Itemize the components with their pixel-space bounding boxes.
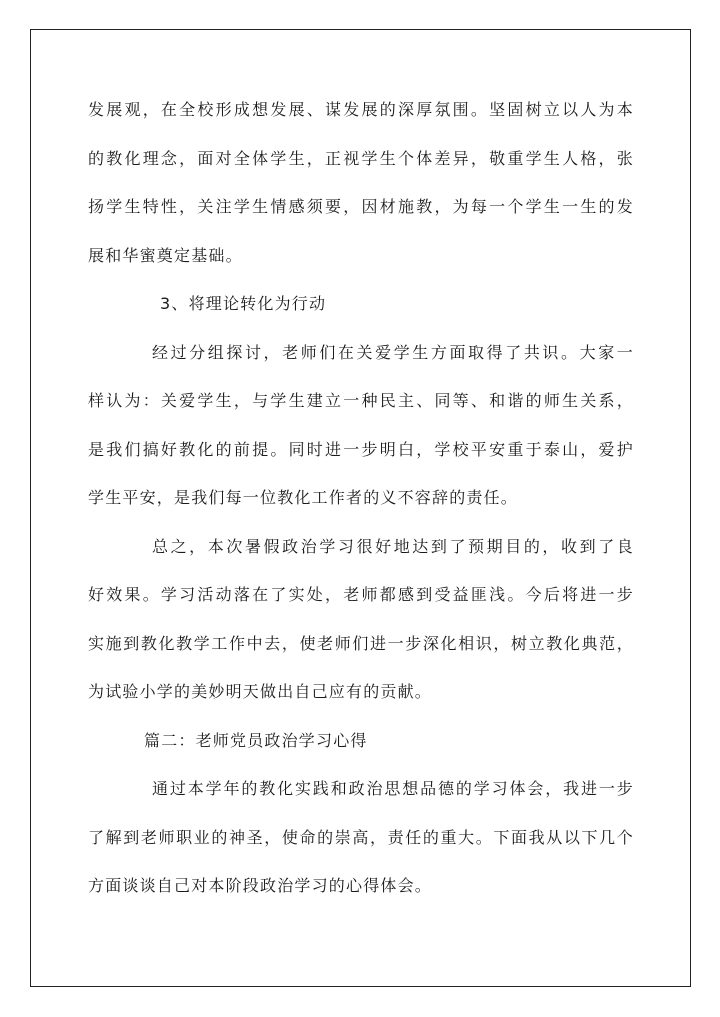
text-line: 样认为：关爱学生，与学生建立一种民主、同等、和谐的师生关系， [88, 391, 634, 410]
text-line: 学生平安，是我们每一位教化工作者的义不容辞的责任。 [88, 488, 519, 507]
text-line: 好效果。学习活动落在了实处，老师都感到受益匪浅。今后将进一步 [88, 585, 634, 604]
text-line: 为试验小学的美妙明天做出自己应有的贡献。 [88, 682, 433, 701]
text-line: 实施到教化教学工作中去，使老师们进一步深化相识，树立教化典范， [88, 633, 634, 653]
article-heading: 篇二：老师党员政治学习心得 [144, 730, 368, 750]
text-line: 展和华蜜奠定基础。 [88, 245, 243, 265]
paragraph-first-line: 通过本学年的教化实践和政治思想品德的学习体会，我进一步 [152, 779, 634, 798]
section-heading: 3、将理论转化为行动 [160, 294, 327, 313]
paragraph-first-line: 总之，本次暑假政治学习很好地达到了预期目的，收到了良 [152, 536, 634, 556]
text-line: 扬学生特性，关注学生情感须要，因材施教，为每一个学生一生的发 [88, 197, 634, 216]
text-line: 了解到老师职业的神圣，使命的崇高，责任的重大。下面我从以下几个 [88, 827, 634, 847]
text-line: 发展观，在全校形成想发展、谋发展的深厚氛围。坚固树立以人为本 [88, 100, 634, 119]
paragraph-first-line: 经过分组探讨，老师们在关爱学生方面取得了共识。大家一 [152, 342, 634, 362]
text-line: 是我们搞好教化的前提。同时进一步明白，学校平安重于泰山，爱护 [88, 439, 634, 459]
document-body [88, 94, 634, 919]
text-line: 的教化理念，面对全体学生，正视学生个体差异，敬重学生人格，张 [88, 148, 634, 168]
text-line: 方面谈谈自己对本阶段政治学习的心得体会。 [88, 876, 433, 895]
